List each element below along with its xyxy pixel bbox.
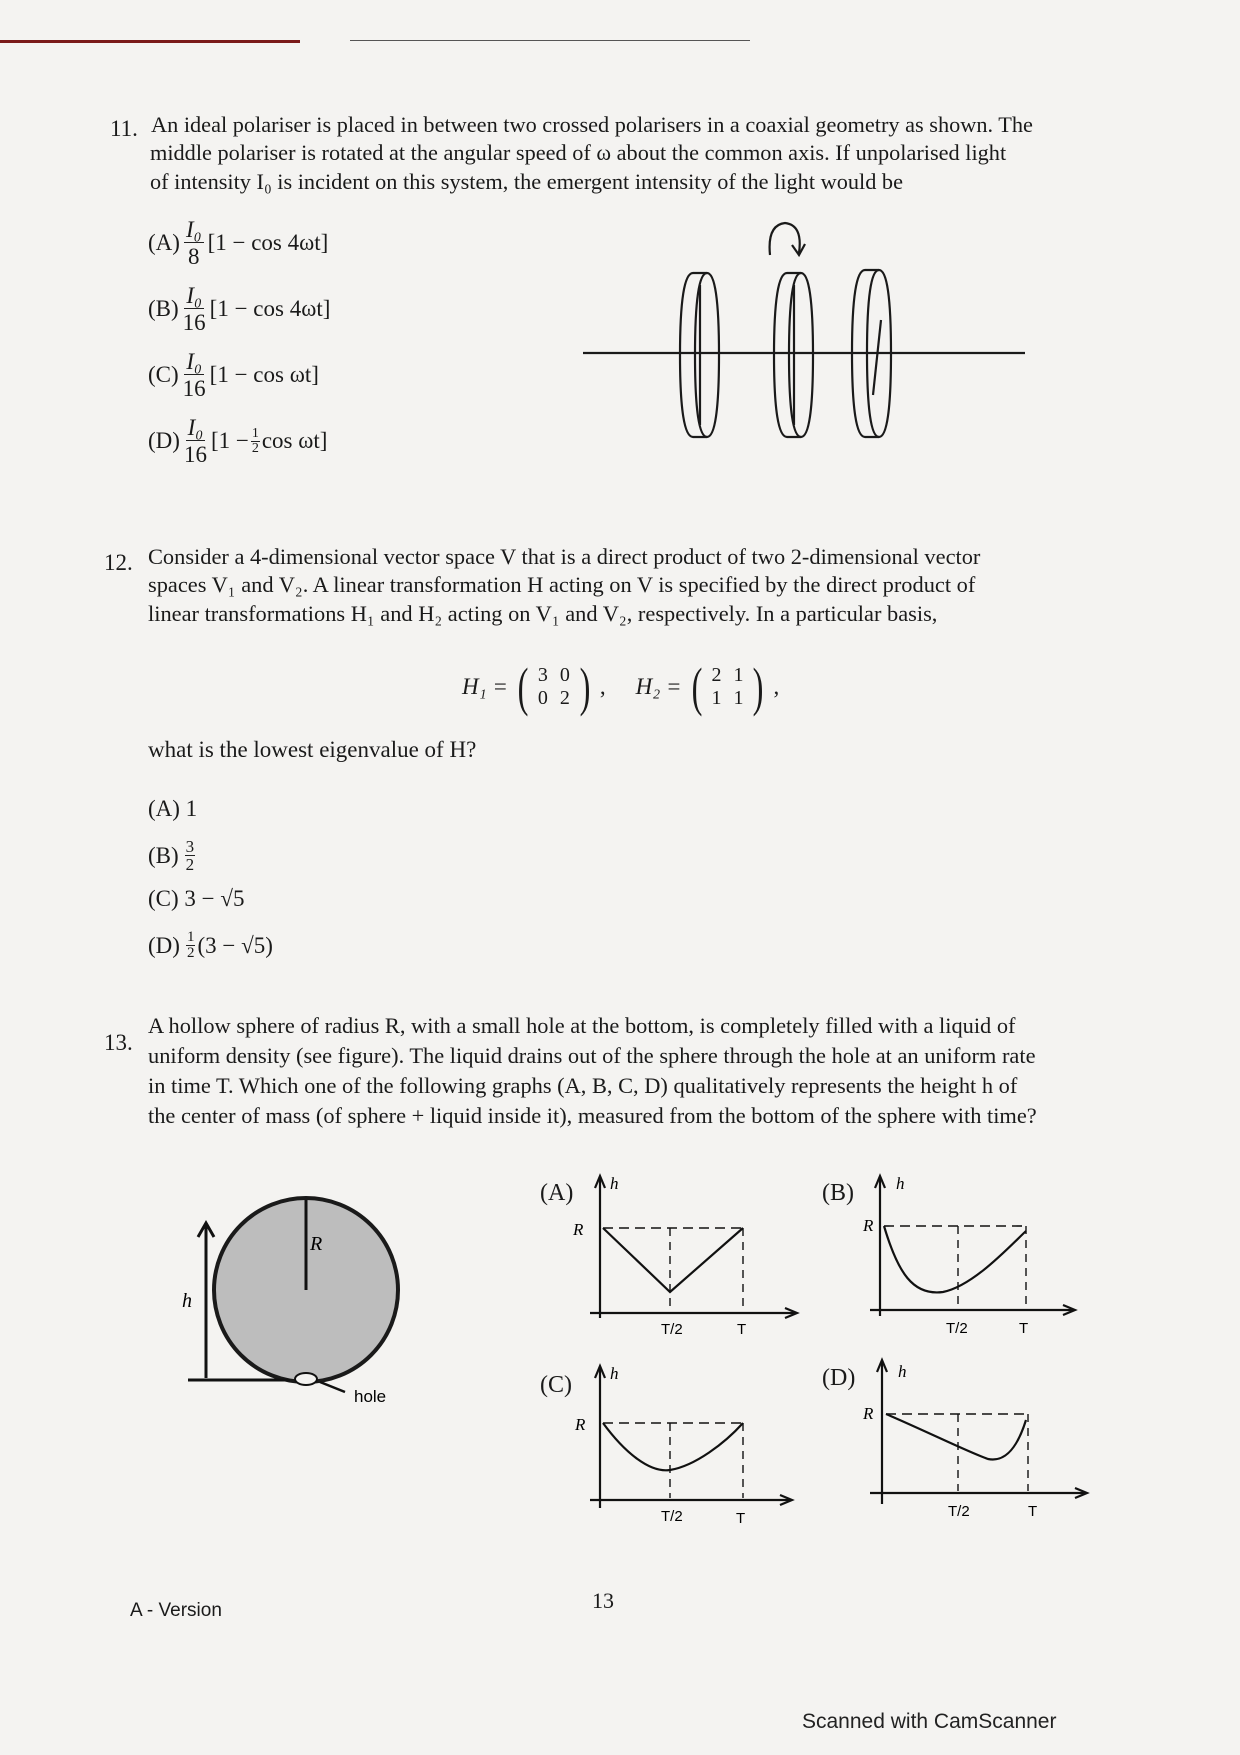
graph-b-curve — [884, 1226, 1026, 1292]
r-label: R — [575, 1415, 586, 1434]
t-half-label: T/2 — [948, 1503, 970, 1520]
axis-h-label: h — [896, 1174, 905, 1193]
option-label: (A) — [148, 230, 180, 255]
q13-line2: uniform density (see figure). The liquid drains out of the sphere through the hole at an uniform rate — [148, 1043, 1036, 1068]
fraction: $\frac{\text{I₀}}{16}$ — [183, 415, 207, 467]
q11-option-d[interactable] — [148, 416, 327, 466]
sphere-h-label: h — [182, 1290, 192, 1312]
sphere-figure — [170, 1195, 430, 1410]
t-label: T — [737, 1321, 747, 1338]
graph-d-label: (D) — [822, 1365, 856, 1391]
graph-b-label: (B) — [822, 1180, 854, 1206]
option-label: (B) — [148, 296, 179, 321]
option-expr: [1 − cos ωt] — [209, 362, 319, 387]
hole-pointer — [320, 1382, 345, 1392]
q12-number: 12. — [104, 550, 133, 575]
q12-option-a[interactable]: (A) 1 — [148, 796, 198, 821]
h2-label: H₂ = — [635, 674, 682, 699]
graph-d-curve — [886, 1414, 1026, 1460]
hole-label: hole — [354, 1387, 387, 1406]
r-label: R — [573, 1220, 584, 1239]
option-expr: (3 − √5) — [197, 932, 273, 958]
t-half-label: T/2 — [946, 1320, 968, 1337]
fraction: 3 2 — [185, 837, 195, 874]
h2-matrix: ( 2 1 1 1 ) — [691, 657, 764, 717]
option-label: (D) — [148, 428, 180, 453]
axis-h-label: h — [610, 1174, 619, 1193]
q12-option-c[interactable]: (C) 3 − √5 — [148, 886, 245, 911]
top-edge-mark — [0, 40, 300, 43]
axis-h-label: h — [898, 1362, 907, 1381]
sphere-r-label: R — [310, 1233, 323, 1255]
q11-line2: middle polariser is rotated at the angular speed of ω about the common axis. If unpolarised light — [150, 140, 1007, 165]
fraction: 1 2 — [186, 929, 195, 961]
option-expr: [1 − cos 4ωt] — [207, 230, 329, 255]
graph-d — [848, 1352, 1093, 1522]
q12-line1: Consider a 4-dimensional vector space V that is a direct product of two 2-dimensional vector — [148, 544, 981, 569]
graph-c-label: (C) — [540, 1372, 572, 1398]
q13-line4: the center of mass (of sphere + liquid inside it), measured from the bottom of the sphere with time? — [148, 1103, 1037, 1128]
scanner-watermark: Scanned with CamScanner — [802, 1710, 1057, 1733]
fraction: $\frac{\text{I₀}}{8}$ — [185, 217, 202, 269]
graph-a-curve — [603, 1228, 743, 1292]
h1-matrix: ( 3 0 0 2 ) — [517, 657, 591, 717]
q13-line3: in time T. Which one of the following graphs (A, B, C, D) qualitatively represents the height h of — [148, 1073, 1018, 1098]
q13-line1: A hollow sphere of radius R, with a small hole at the bottom, is completely filled with a liquid of — [148, 1013, 1016, 1038]
t-half-label: T/2 — [661, 1321, 683, 1338]
fraction: $\frac{\text{I₀}}{16}$ — [182, 349, 206, 401]
q11-line3: of intensity I₀ is incident on this system, the emergent intensity of the light would be — [150, 169, 903, 194]
fraction: $\frac{\text{I₀}}{16}$ — [182, 283, 206, 335]
q12-matrices: H₁ = ( 3 0 0 2 ) , H₂ = ( 2 1 1 1 ) , — [462, 657, 780, 717]
graph-c — [565, 1358, 810, 1528]
graph-b — [848, 1168, 1093, 1338]
version-label: A - Version — [130, 1600, 222, 1621]
q11-number: 11. — [110, 116, 138, 141]
t-label: T — [736, 1510, 746, 1527]
option-label: (D) — [148, 932, 180, 958]
graph-a — [565, 1168, 810, 1338]
t-label: T — [1028, 1503, 1038, 1520]
option-expr-post: cos ωt] — [261, 428, 328, 453]
graph-c-curve — [603, 1423, 743, 1470]
q11-line1: An ideal polariser is placed in between two crossed polarisers in a coaxial geometry as shown. The — [151, 112, 1033, 137]
option-label: (C) — [148, 362, 179, 387]
polariser-figure — [575, 215, 1035, 450]
q12-option-b[interactable] — [148, 838, 197, 873]
q12-question: what is the lowest eigenvalue of H? — [148, 737, 477, 762]
top-rule — [350, 40, 750, 41]
q12-line3: linear transformations H₁ and H₂ acting on V₁ and V₂, respectively. In a particular basis, — [148, 601, 938, 626]
q13-number: 13. — [104, 1030, 133, 1055]
t-label: T — [1019, 1320, 1029, 1337]
q11-option-a[interactable] — [148, 218, 328, 268]
q12-line2: spaces V₁ and V₂. A linear transformation H acting on V is specified by the direct product of — [148, 572, 976, 597]
t-half-label: T/2 — [661, 1508, 683, 1525]
axis-h-label: h — [610, 1364, 619, 1383]
graph-a-label: (A) — [540, 1180, 574, 1206]
hole — [295, 1373, 317, 1385]
option-expr-pre: [1 − — [210, 428, 249, 453]
r-label: R — [863, 1404, 874, 1423]
q11-option-c[interactable] — [148, 350, 319, 400]
option-expr: [1 − cos 4ωt] — [209, 296, 331, 321]
option-label: (B) — [148, 842, 179, 868]
page-number: 13 — [592, 1588, 614, 1613]
half-fraction: $\frac{1}{2}$ — [251, 425, 259, 456]
h1-label: H₁ = — [462, 674, 508, 699]
q11-option-b[interactable] — [148, 284, 330, 334]
q12-option-d[interactable] — [148, 930, 273, 961]
r-label: R — [863, 1216, 874, 1235]
